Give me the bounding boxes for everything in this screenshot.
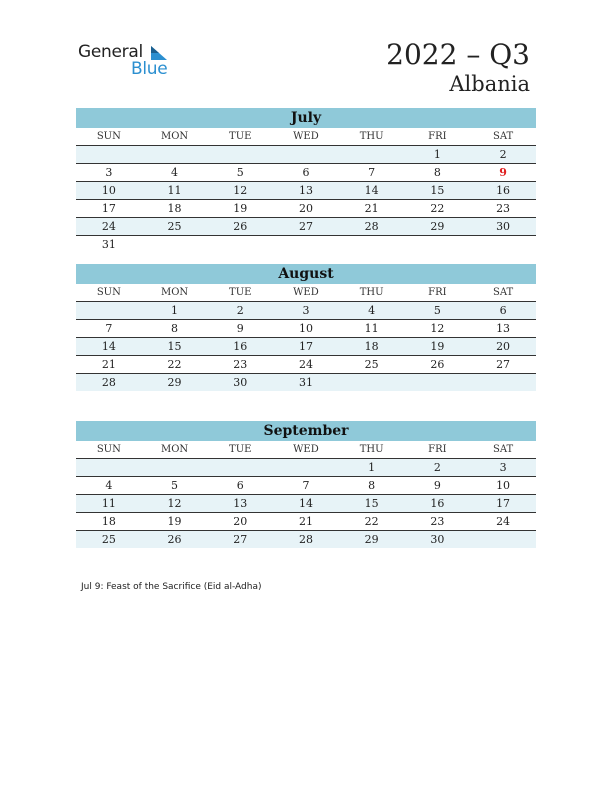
date-cell: 5 (236, 166, 244, 179)
date-cell: 25 (101, 533, 116, 546)
date-cell (142, 146, 208, 163)
date-cell: 10 (101, 184, 116, 197)
weekday-label: FRI (428, 131, 447, 142)
week-row (76, 302, 536, 320)
date-cell: 1 (433, 148, 441, 161)
week-row (76, 320, 536, 338)
date-cell: 24 (496, 515, 511, 528)
date-cell: 26 (167, 533, 182, 546)
date-cell: 3 (499, 461, 507, 474)
weekday-label: SAT (492, 131, 514, 142)
date-cell: 23 (496, 202, 511, 215)
date-cell: 8 (433, 166, 441, 179)
date-cell: 10 (496, 479, 511, 492)
weekday-label: SUN (96, 287, 121, 298)
weekday-label: WED (293, 287, 319, 298)
date-cell: 27 (496, 358, 511, 371)
date-cell: 17 (496, 497, 511, 510)
weekday-label: SUN (96, 444, 121, 455)
date-cell: 26 (233, 220, 248, 233)
date-cell: 28 (364, 220, 379, 233)
date-cell: 19 (233, 202, 248, 215)
date-cell (273, 146, 339, 163)
date-cell: 27 (298, 220, 313, 233)
weekday-label: SAT (492, 444, 514, 455)
date-cell: 2 (433, 461, 441, 474)
date-cell: 14 (298, 497, 313, 510)
date-cell: 4 (105, 479, 113, 492)
week-row (76, 218, 536, 236)
date-cell: 15 (364, 497, 379, 510)
date-cell: 29 (364, 533, 379, 546)
date-cell (339, 146, 405, 163)
date-cell: 23 (430, 515, 445, 528)
weekday-label: TUE (229, 131, 252, 142)
date-cell: 30 (233, 376, 248, 389)
date-cell: 11 (167, 184, 182, 197)
date-cell: 1 (171, 304, 179, 317)
date-cell (207, 146, 273, 163)
date-cell: 12 (430, 322, 445, 335)
date-cell: 25 (167, 220, 182, 233)
date-cell: 20 (298, 202, 313, 215)
date-cell: 30 (430, 533, 445, 546)
date-cell: 13 (298, 184, 313, 197)
date-cell: 5 (433, 304, 441, 317)
date-cell: 6 (302, 166, 310, 179)
logo-text-general: General (78, 42, 143, 62)
generalblue-logo (78, 42, 178, 82)
date-cell: 16 (496, 184, 511, 197)
date-cell (76, 302, 142, 319)
date-cell (207, 459, 273, 476)
weekday-label: FRI (428, 287, 447, 298)
week-row (76, 146, 536, 164)
holiday-date-cell: 9 (499, 166, 507, 179)
date-cell (405, 236, 471, 253)
date-cell: 6 (236, 479, 244, 492)
date-cell: 12 (233, 184, 248, 197)
date-cell: 11 (364, 322, 379, 335)
date-cell: 7 (302, 479, 310, 492)
month-title: July (76, 108, 536, 128)
date-cell: 21 (298, 515, 313, 528)
weekday-label: MON (160, 131, 189, 142)
date-cell: 21 (101, 358, 116, 371)
date-cell: 9 (433, 479, 441, 492)
country-name: Albania (449, 72, 530, 96)
date-cell: 14 (101, 340, 116, 353)
weekday-header-row (76, 284, 536, 302)
date-cell: 29 (430, 220, 445, 233)
date-cell: 10 (298, 322, 313, 335)
date-cell: 22 (430, 202, 445, 215)
date-cell: 8 (171, 322, 179, 335)
week-row (76, 164, 536, 182)
date-cell: 22 (364, 515, 379, 528)
date-cell (339, 236, 405, 253)
month-title: September (76, 421, 536, 441)
week-row (76, 338, 536, 356)
date-cell: 1 (368, 461, 376, 474)
date-cell: 7 (368, 166, 376, 179)
date-cell: 27 (233, 533, 248, 546)
date-cell: 13 (496, 322, 511, 335)
holiday-note: Jul 9: Feast of the Sacrifice (Eid al-Adha) (81, 582, 262, 592)
date-cell (470, 236, 536, 253)
date-cell: 19 (167, 515, 182, 528)
date-cell: 31 (101, 238, 116, 251)
date-cell (470, 374, 536, 391)
date-cell: 16 (430, 497, 445, 510)
weekday-label: THU (359, 287, 384, 298)
weekday-label: SAT (492, 287, 514, 298)
date-cell: 4 (171, 166, 179, 179)
date-cell: 3 (302, 304, 310, 317)
weekday-label: TUE (229, 287, 252, 298)
date-cell: 3 (105, 166, 113, 179)
date-cell (339, 374, 405, 391)
date-cell: 23 (233, 358, 248, 371)
weekday-header-row (76, 128, 536, 146)
date-cell: 2 (236, 304, 244, 317)
date-cell: 20 (233, 515, 248, 528)
weekday-label: WED (293, 444, 319, 455)
date-cell: 15 (430, 184, 445, 197)
weekday-label: MON (160, 444, 189, 455)
date-cell: 20 (496, 340, 511, 353)
weekday-label: THU (359, 131, 384, 142)
date-cell: 7 (105, 322, 113, 335)
date-cell: 15 (167, 340, 182, 353)
date-cell (207, 236, 273, 253)
date-cell (273, 459, 339, 476)
date-cell: 18 (364, 340, 379, 353)
date-cell: 2 (499, 148, 507, 161)
date-cell: 29 (167, 376, 182, 389)
date-cell: 31 (298, 376, 313, 389)
date-cell (76, 146, 142, 163)
date-cell: 16 (233, 340, 248, 353)
date-cell: 12 (167, 497, 182, 510)
page-title: 2022 – Q3 (386, 38, 530, 71)
weekday-label: WED (293, 131, 319, 142)
date-cell: 28 (298, 533, 313, 546)
date-cell: 8 (368, 479, 376, 492)
week-row (76, 236, 536, 253)
weekday-label: SUN (96, 131, 121, 142)
month-july (76, 108, 536, 253)
week-row (76, 459, 536, 477)
date-cell (142, 236, 208, 253)
date-cell (470, 531, 536, 548)
date-cell: 24 (101, 220, 116, 233)
week-row (76, 356, 536, 374)
weekday-label: TUE (229, 444, 252, 455)
week-row (76, 513, 536, 531)
date-cell: 6 (499, 304, 507, 317)
week-row (76, 477, 536, 495)
weekday-header-row (76, 441, 536, 459)
date-cell: 26 (430, 358, 445, 371)
date-cell: 11 (101, 497, 116, 510)
date-cell: 18 (101, 515, 116, 528)
date-cell: 4 (368, 304, 376, 317)
date-cell: 28 (101, 376, 116, 389)
date-cell: 24 (298, 358, 313, 371)
date-cell: 17 (298, 340, 313, 353)
date-cell (273, 236, 339, 253)
date-cell: 30 (496, 220, 511, 233)
date-cell: 25 (364, 358, 379, 371)
weekday-label: MON (160, 287, 189, 298)
date-cell: 22 (167, 358, 182, 371)
week-row (76, 182, 536, 200)
month-august (76, 264, 536, 391)
month-title: August (76, 264, 536, 284)
date-cell: 21 (364, 202, 379, 215)
date-cell (405, 374, 471, 391)
date-cell: 5 (171, 479, 179, 492)
date-cell: 13 (233, 497, 248, 510)
week-row (76, 200, 536, 218)
weekday-label: FRI (428, 444, 447, 455)
week-row (76, 374, 536, 391)
logo-text-blue: Blue (131, 59, 168, 79)
date-cell: 17 (101, 202, 116, 215)
date-cell (76, 459, 142, 476)
month-september (76, 421, 536, 548)
date-cell: 14 (364, 184, 379, 197)
date-cell: 19 (430, 340, 445, 353)
week-row (76, 531, 536, 548)
date-cell: 9 (236, 322, 244, 335)
date-cell: 18 (167, 202, 182, 215)
date-cell (142, 459, 208, 476)
weekday-label: THU (359, 444, 384, 455)
week-row (76, 495, 536, 513)
